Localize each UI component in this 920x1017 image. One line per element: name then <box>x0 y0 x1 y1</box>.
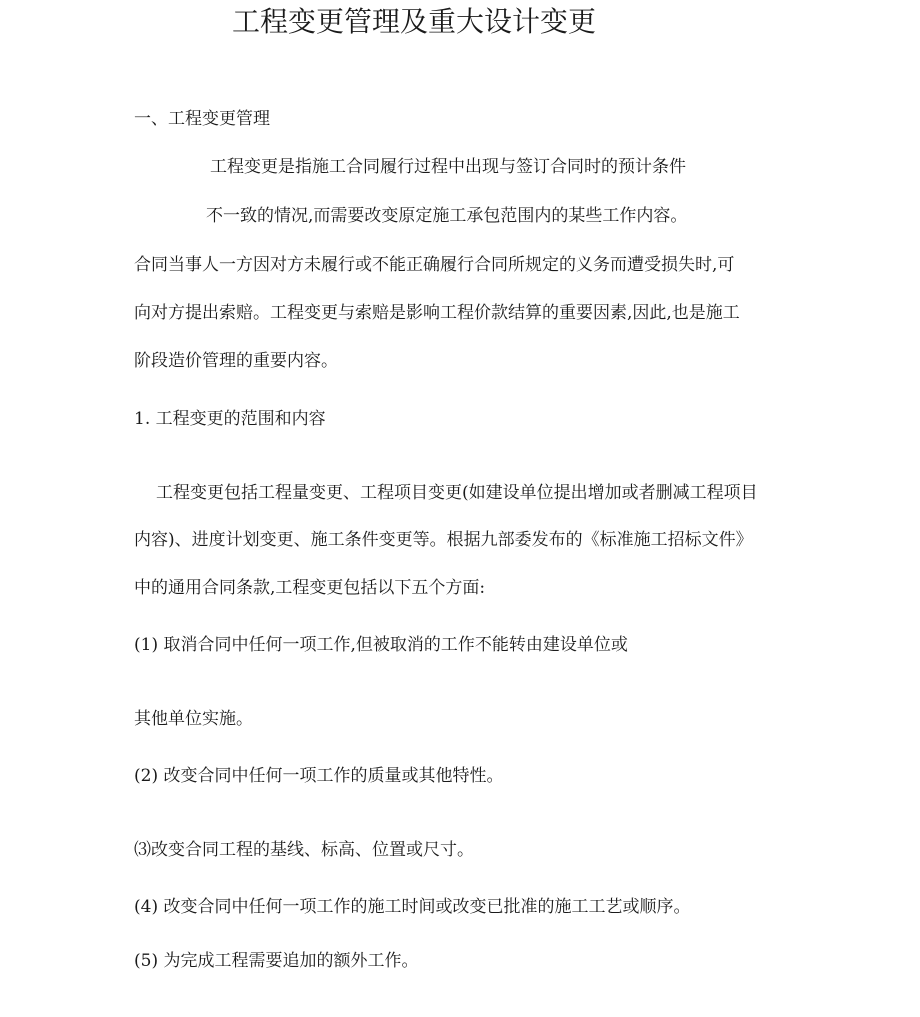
list-item-2: (2) 改变合同中任何一项工作的质量或其他特性。 <box>134 766 504 786</box>
document-title: 工程变更管理及重大设计变更 <box>232 5 597 38</box>
list-item-5: (5) 为完成工程需要追加的额外工作。 <box>134 951 419 971</box>
subsection-heading: 1. 工程变更的范围和内容 <box>134 409 326 429</box>
intro-line-4: 向对方提出索赔。工程变更与索赔是影响工程价款结算的重要因素,因此,也是施工 <box>134 303 740 323</box>
intro-line-2: 不一致的情况,而需要改变原定施工承包范围内的某些工作内容。 <box>206 206 688 226</box>
list-item-4: (4) 改变合同中任何一项工作的施工时间或改变已批准的施工工艺或顺序。 <box>134 897 691 917</box>
intro-line-1: 工程变更是指施工合同履行过程中出现与签订合同时的预计条件 <box>210 157 686 177</box>
list-item-1-continued: 其他单位实施。 <box>134 709 253 729</box>
body-line-3: 中的通用合同条款,工程变更包括以下五个方面: <box>134 578 486 598</box>
intro-line-5: 阶段造价管理的重要内容。 <box>134 351 338 371</box>
list-item-3: ⑶改变合同工程的基线、标高、位置或尺寸。 <box>134 840 474 860</box>
list-item-1: (1) 取消合同中任何一项工作,但被取消的工作不能转由建设单位或 <box>134 635 628 655</box>
section-heading: 一、工程变更管理 <box>134 109 270 129</box>
intro-line-3: 合同当事人一方因对方未履行或不能正确履行合同所规定的义务而遭受损失时,可 <box>134 255 735 275</box>
body-line-1: 工程变更包括工程量变更、工程项目变更(如建设单位提出增加或者删减工程项目 <box>156 483 758 503</box>
body-line-2: 内容)、进度计划变更、施工条件变更等。根据九部委发布的《标准施工招标文件》 <box>134 530 753 550</box>
